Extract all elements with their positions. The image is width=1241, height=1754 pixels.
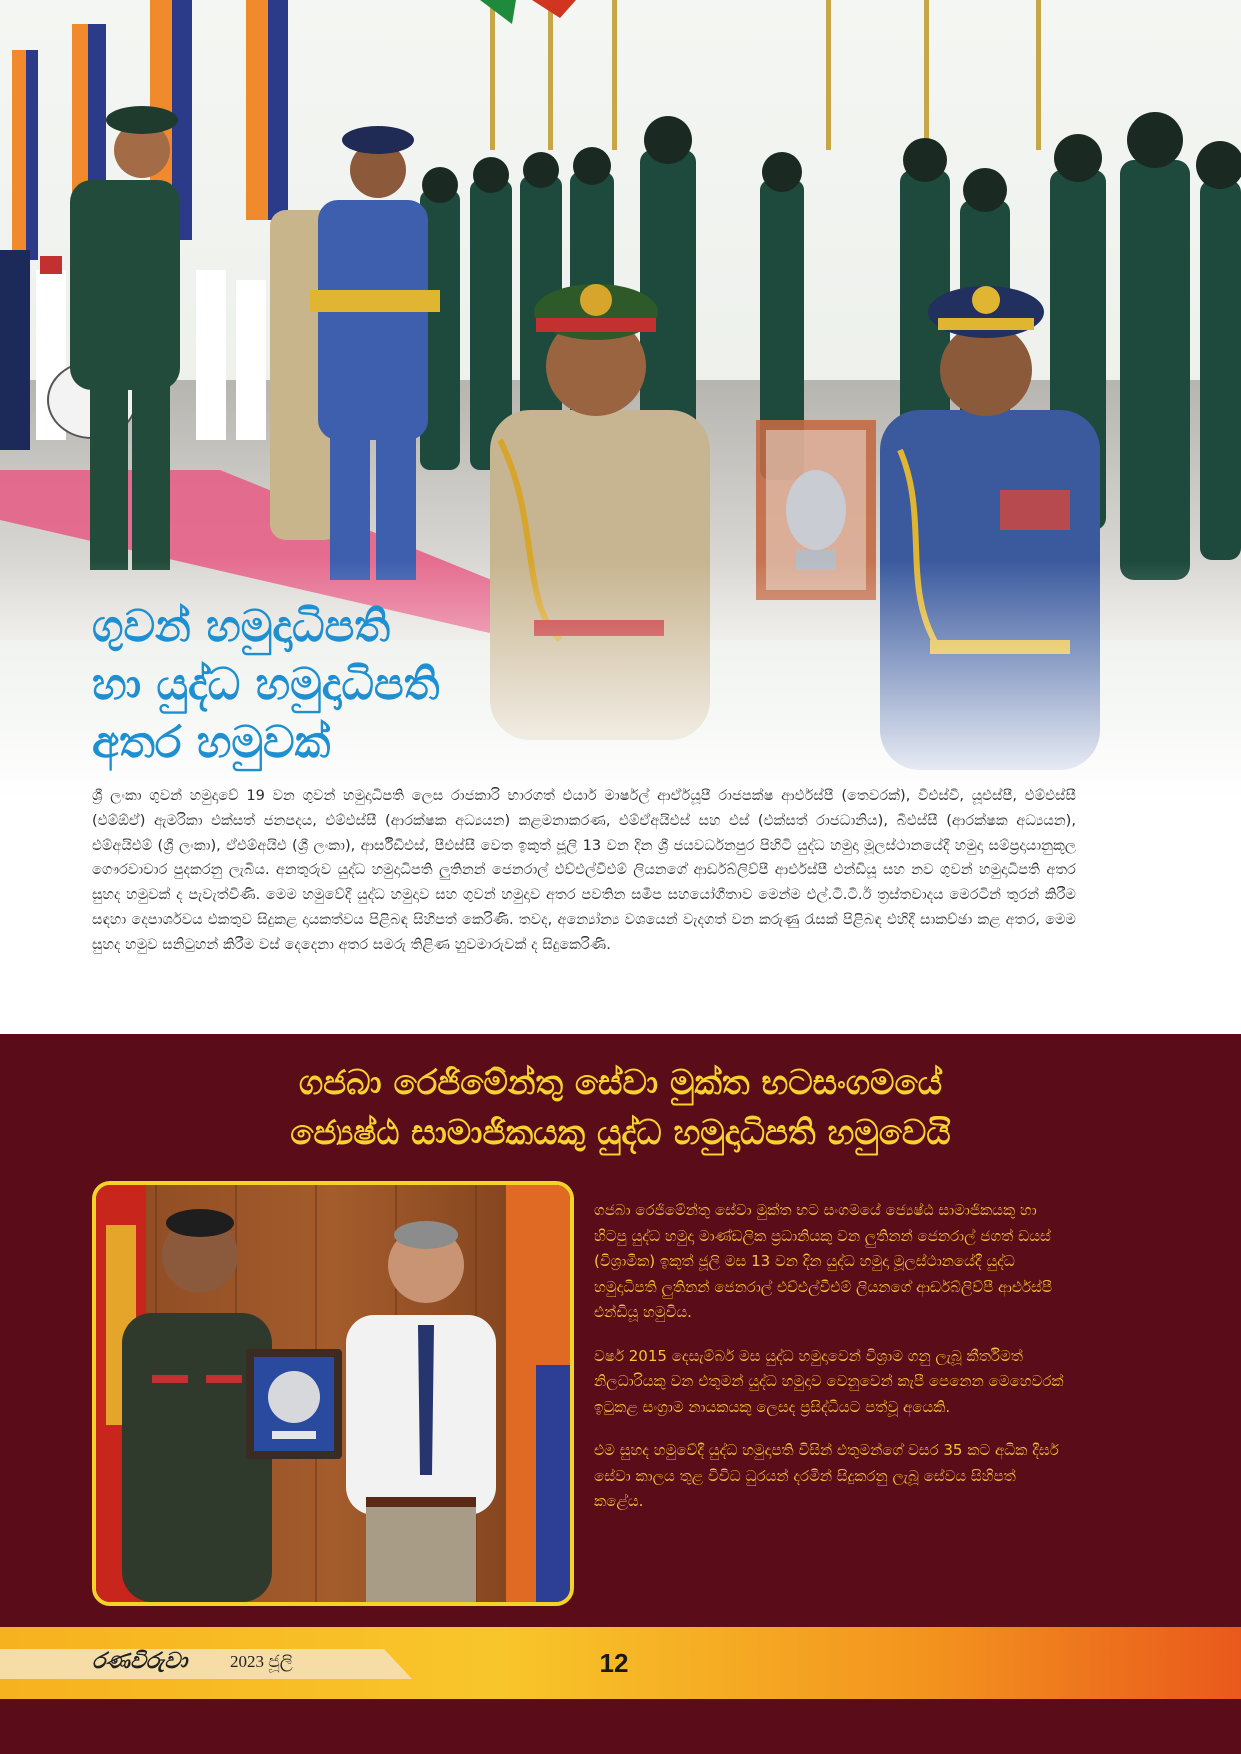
feature-text — [594, 1198, 1066, 1533]
magazine-brand: රණවිරුවා — [92, 1648, 188, 1674]
feature-photo-illustration — [96, 1185, 570, 1602]
page-number: 12 — [599, 1648, 629, 1678]
feature-photo — [92, 1181, 574, 1606]
headline-line: අතර හමුවක් — [92, 717, 331, 768]
headline-line: ගුවන් හමුදාධිපති — [92, 601, 391, 652]
issue-date: 2023 ජූලි — [230, 1652, 293, 1671]
article-body: ශ්‍රී ලංකා ගුවන් හමුදාවේ 19 වන ගුවන් හමුදාධිපති ලෙස රාජකාරි භාරගත් එයාර් මාර්ෂල් ආර්ඒයූපී රාජපක්ෂ ආර්එස්පී (තෙවරක්), වීඑස්වී, යූඑස්පී, එම්එස්සී (එම්ඕඒ) ඇමරිකා එක්සත් ජනපදය, එම්එස්සී (ආරක්ෂක අධ්‍යයන) කළමනාකරණ, එම්ඒඅයිඑස් සහ එස් (එක්සත් රාජධානිය), බීඑස්සී (ආරක්ෂක අධ්‍යයන), එම්අයිඑම් (ශ්‍රී ලංකා), ඒඑම්අයිඑ (ශ්‍රී ලංකා), ආර්සීඩීඑස්, පීඑස්සී වෙත ඉකුත් ජූලි 13 වන දින ශ්‍රී ජයවර්ධනපුර පිහිටි යුද්ධ හමුදා මූලස්ථානයේදී හමුදා සම්ප්‍රදායානුකූල ගෞරවාචාර පුදකරනු ලැබිය. අනතුරුව යුද්ධ හමුදාධිපති ලුතිනන් ජෙනරාල් එච්එල්වීඑම් ලියනගේ ආර්ඩබ්ලිව්පී ආර්එස්පී එන්ඩියූ සහ නව ගුවන් හමුදාධිපති අතර සුහද හමුවක් ද පැවැත්විණි. මෙම හමුවේදී යුද්ධ හමුදාව සහ ගුවන් හමුදාව අතර පවතින සමීප සහයෝගීතාව මෙන්ම එල්.ටී.ටී.ඊ ත්‍රස්තවාදය මෙරටින් තුරන් කිරීම සඳහා දෙපාර්ශවය එකතුව සිදුකළ දායකත්වය පිළිබඳ සිහිපත් කෙරිණි. තවද, අන්‍යෝන්‍ය වශයෙන් වැදගත් වන කරුණු රැසක් පිළිබඳ එහිදී සාකච්ඡා කළ අතර, මෙම සුහද හමුව සනිටුහන් කිරීම වස් දෙදෙනා අතර සමරු තිළිණ හුවමාරුවක් ද සිදුකෙරිණි. — [92, 787, 1076, 953]
feature-paragraph: ගජබා රෙජිමේන්තු සේවා මුක්ත භට සංගමයේ ජ්‍යෙෂ්ඨ සාමාජිකයකු හා හිටපු යුද්ධ හමුදා මාණ්ඩලික ප්‍රධානියකු වන ලුතිනන් ජෙනරාල් ජගත් ඩයස් (විශ්‍රාමික) ඉකුත් ජූලි මස 13 වන දින යුද්ධ හමුදා මූලස්ථානයේදී යුද්ධ හමුදාධිපති ලුතිනන් ජෙනරාල් එච්එල්වීඑම් ලියනගේ ආර්ඩබ්ලිව්පී ආර්එස්පී එන්ඩියූ හමුවිය. — [594, 1201, 1053, 1321]
footer-tab — [0, 1649, 412, 1679]
feature-paragraph: වර්ෂ 2015 දෙසැම්බර් මස යුද්ධ හමුදාවෙන් විශ්‍රාම ගනු ලැබූ කීර්තිමත් නිලධාරියකු වන එතුමන් යුද්ධ හමුදාව වෙනුවෙන් කැපී පෙනෙන මෙහෙවරක් ඉටුකළ සංග්‍රාම නායකයකු ලෙසද ප්‍රසිද්ධියට පත්වූ අයෙකි. — [594, 1346, 1064, 1416]
feature-headline — [0, 1058, 1241, 1158]
headline-line: හා යුද්ධ හමුදාධිපති — [92, 659, 440, 710]
feature-headline-line: ගජබා රෙජිමේන්තු සේවා මුක්ත භටසංගමයේ — [298, 1063, 943, 1103]
feature-paragraph: එම සුහද හමුවේදී යුද්ධ හමුදාපති විසින් එතුමන්ගේ වසර 35 කට අධික දීර්ඝ සේවා කාලය තුළ විවිධ ධුරයන් දරමින් සිදුකරනු ලැබූ සේවය සිහිපත් කළේය. — [594, 1441, 1059, 1510]
article-headline — [92, 598, 592, 772]
footer-bottom-strip — [0, 1699, 1241, 1754]
feature-headline-line: ජ්‍යෙෂ්ඨ සාමාජිකයකු යුද්ධ හමුදාධිපති හමුවෙයි — [290, 1113, 951, 1153]
